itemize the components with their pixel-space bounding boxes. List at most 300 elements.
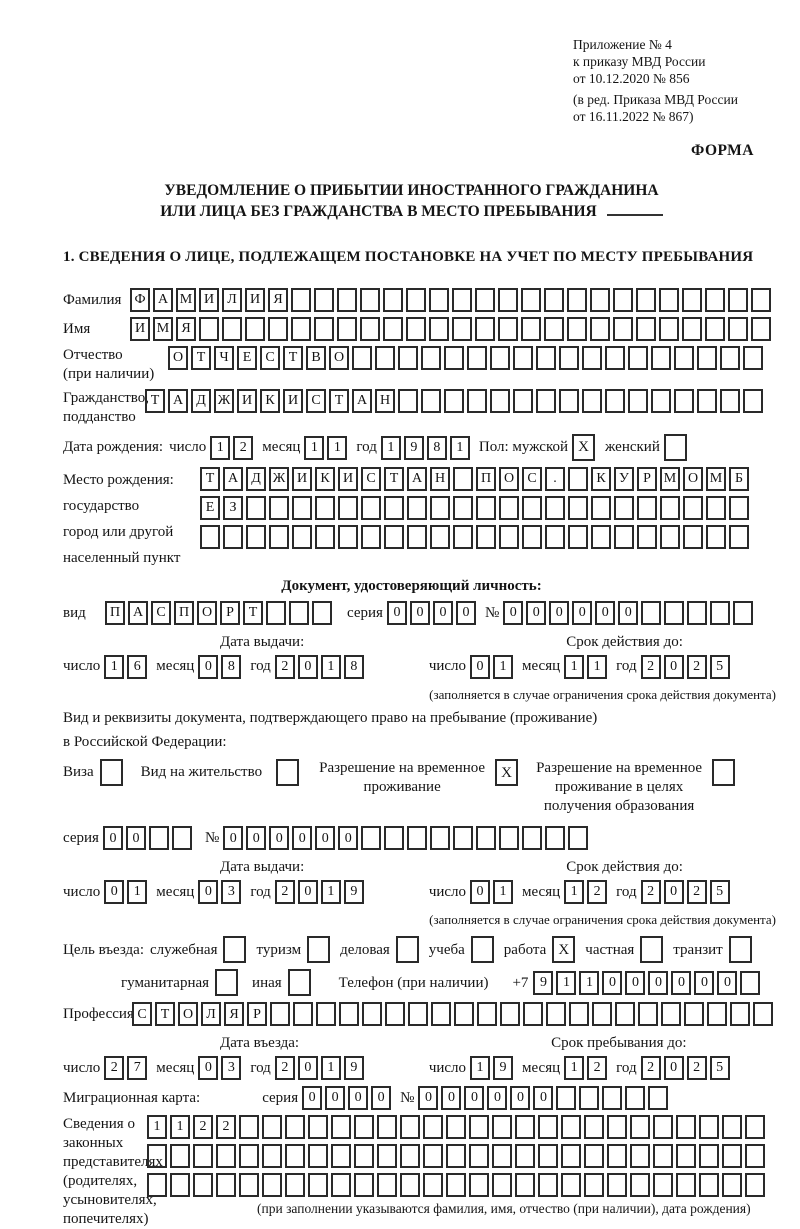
temp-permit-label: Разрешение на временное проживание [319,760,486,796]
char-cell: 0 [298,1056,318,1080]
char-cell: 1 [564,655,584,679]
month-label: месяц [156,658,195,675]
char-cell: 0 [418,1086,438,1110]
char-cell [316,1002,336,1026]
stay-day-cells [470,1056,516,1080]
char-cell [200,525,220,549]
char-cell [707,1002,727,1026]
char-cell [705,288,725,312]
char-cell [147,1144,167,1168]
char-cell: 0 [526,601,546,625]
char-cell: 1 [587,655,607,679]
char-cell [446,1115,466,1139]
char-cell: Ж [269,467,289,491]
char-cell [676,1144,696,1168]
char-cell [569,1002,589,1026]
legal-reps-note: (при заполнении указываются фамилия, имя, отчество (при наличии), дата рождения) [257,1201,751,1217]
char-cell: Т [200,467,220,491]
char-cell [398,346,418,370]
char-cell [398,389,418,413]
issue-year-cells [275,655,367,679]
char-cell [728,317,748,341]
char-cell [446,1144,466,1168]
char-cell [269,525,289,549]
birth-place-row-2 [200,496,752,520]
char-cell: 0 [625,971,645,995]
name-cells [130,317,774,341]
char-cell: Д [191,389,211,413]
char-cell [314,288,334,312]
purpose-humanitarian-label: гуманитарная [121,974,210,991]
char-cell: Т [191,346,211,370]
char-cell: 0 [602,971,622,995]
entry-date-headers [63,1034,790,1053]
char-cell [453,826,473,850]
char-cell: И [199,288,219,312]
char-cell: С [522,467,542,491]
char-cell [423,1173,443,1197]
birth-place-row-1 [200,467,752,491]
char-cell: 9 [404,436,424,460]
day-label: число [428,1059,467,1076]
amendment-line-2: от 16.11.2022 № 867) [573,109,694,124]
char-cell [660,496,680,520]
char-cell [706,525,726,549]
char-cell [331,1173,351,1197]
char-cell: 6 [127,655,147,679]
profession-row [63,1002,790,1026]
char-cell: Ж [214,389,234,413]
char-cell [515,1173,535,1197]
char-cell: 2 [275,880,295,904]
char-cell [607,1173,627,1197]
char-cell [653,1173,673,1197]
phone-prefix: +7 [512,974,529,991]
char-cell [362,1002,382,1026]
issue-date-header: Дата выдачи: [220,859,305,876]
char-cell: 0 [104,880,124,904]
char-cell [561,1144,581,1168]
char-cell [538,1115,558,1139]
char-cell [315,525,335,549]
valid-day-cells [470,655,516,679]
doc-number-label: № [484,604,500,621]
char-cell [375,346,395,370]
birth-date-row [63,434,790,461]
char-cell [361,496,381,520]
char-cell: М [706,467,726,491]
char-cell: 2 [104,1056,124,1080]
char-cell [676,1173,696,1197]
char-cell: О [197,601,217,625]
valid-until-header: Срок действия до: [566,633,683,650]
char-cell: О [499,467,519,491]
char-cell [246,525,266,549]
residence-valid-month-cells [564,880,610,904]
char-cell [522,525,542,549]
char-cell [476,496,496,520]
char-cell [745,1115,765,1139]
char-cell: 2 [587,1056,607,1080]
char-cell [636,288,656,312]
char-cell [605,346,625,370]
char-cell [314,317,334,341]
char-cell [312,601,332,625]
char-cell [682,317,702,341]
char-cell [545,496,565,520]
year-label: год [250,658,271,675]
char-cell: 0 [464,1086,484,1110]
char-cell: 1 [327,436,347,460]
char-cell: Н [375,389,395,413]
char-cell [584,1144,604,1168]
char-cell: 0 [126,826,146,850]
purpose-humanitarian-checkbox [215,969,238,996]
char-cell [360,317,380,341]
day-label: число [428,883,467,900]
month-label: месяц [522,883,561,900]
char-cell [730,1002,750,1026]
purpose-row-2 [63,969,790,996]
sex-female-label: женский [605,439,660,456]
char-cell [430,525,450,549]
char-cell: Т [283,346,303,370]
char-cell [651,346,671,370]
char-cell [743,389,763,413]
char-cell: 2 [193,1115,213,1139]
residence-doc-dates-row [63,880,790,904]
appendix-line-3: от 10.12.2020 № 856 [573,71,690,86]
char-cell [515,1144,535,1168]
char-cell: И [338,467,358,491]
doc-series-cells [387,601,479,625]
visa-checkbox [100,759,123,786]
char-cell [683,496,703,520]
char-cell [216,1144,236,1168]
char-cell: А [223,467,243,491]
char-cell [568,525,588,549]
char-cell [406,317,426,341]
char-cell: 0 [510,1086,530,1110]
appendix-reference [573,36,768,125]
month-label: месяц [262,439,301,456]
stay-month-cells [564,1056,610,1080]
day-label: число [63,658,101,675]
char-cell: 5 [710,880,730,904]
purpose-work-checkbox: X [552,936,575,963]
char-cell [523,1002,543,1026]
residence-valid-day-cells [470,880,516,904]
residence-doc-note-row [63,909,790,928]
char-cell [469,1173,489,1197]
char-cell [637,496,657,520]
char-cell: 9 [344,880,364,904]
char-cell [452,288,472,312]
char-cell: . [545,467,565,491]
identity-doc-note-row [63,684,790,703]
char-cell [590,288,610,312]
char-cell: 2 [641,655,661,679]
char-cell [476,525,496,549]
char-cell [682,288,702,312]
char-cell [659,288,679,312]
edu-permit-checkbox [712,759,735,786]
identity-doc-dates-row [63,655,790,679]
char-cell [499,525,519,549]
char-cell [331,1144,351,1168]
birth-place-row-3 [200,525,752,549]
char-cell [499,496,519,520]
legal-reps-row-1 [147,1115,768,1139]
profession-cells [132,1002,776,1026]
char-cell: 0 [487,1086,507,1110]
sex-female-checkbox [664,434,687,461]
char-cell: Н [430,467,450,491]
char-cell: 0 [595,601,615,625]
char-cell [513,389,533,413]
char-cell [452,317,472,341]
char-cell: 0 [694,971,714,995]
char-cell: И [237,389,257,413]
char-cell: 1 [564,880,584,904]
char-cell [545,826,565,850]
char-cell: К [591,467,611,491]
char-cell [266,601,286,625]
surname-label: Фамилия [63,291,122,308]
char-cell: 9 [493,1056,513,1080]
char-cell [308,1173,328,1197]
char-cell [706,496,726,520]
char-cell: П [174,601,194,625]
char-cell: С [132,1002,152,1026]
legal-reps-label: Сведения о законных представителях (родителях, усыновителях, попечителях) [63,1116,163,1228]
year-label: год [616,658,637,675]
surname-cells [130,288,774,312]
char-cell [591,525,611,549]
char-cell: 1 [210,436,230,460]
char-cell [705,317,725,341]
char-cell [521,317,541,341]
char-cell [339,1002,359,1026]
char-cell [584,1115,604,1139]
char-cell [407,496,427,520]
char-cell: 2 [641,880,661,904]
char-cell: И [130,317,150,341]
purpose-other-checkbox [288,969,311,996]
char-cell: 5 [710,655,730,679]
char-cell [590,317,610,341]
purpose-transit-label: транзит [673,941,723,958]
char-cell [193,1173,213,1197]
month-label: месяц [156,883,195,900]
char-cell: Я [176,317,196,341]
issue-month-cells [198,655,244,679]
char-cell: 1 [321,655,341,679]
char-cell [170,1173,190,1197]
char-cell [469,1115,489,1139]
char-cell [383,288,403,312]
char-cell: 1 [450,436,470,460]
doc-series-label: серия [347,604,383,621]
char-cell: П [105,601,125,625]
char-cell: 0 [441,1086,461,1110]
char-cell: 0 [269,826,289,850]
char-cell: А [407,467,427,491]
char-cell [660,525,680,549]
citizenship-row [63,389,790,427]
char-cell: О [329,346,349,370]
char-cell: 1 [493,880,513,904]
char-cell [289,601,309,625]
citizenship-label: Гражданство, подданство [63,390,150,426]
char-cell [383,317,403,341]
char-cell [239,1115,259,1139]
char-cell: 0 [433,601,453,625]
char-cell [637,525,657,549]
char-cell: 0 [664,1056,684,1080]
identity-doc-kind-row [63,601,790,625]
day-label: число [63,1059,101,1076]
char-cell: Л [201,1002,221,1026]
char-cell: З [223,496,243,520]
char-cell: 3 [221,880,241,904]
residence-doc-date-headers [63,858,790,877]
purpose-official-label: служебная [149,941,218,958]
char-cell [292,525,312,549]
char-cell [400,1173,420,1197]
char-cell [149,826,169,850]
char-cell [559,346,579,370]
appendix-line-2: к приказу МВД России [573,54,706,69]
char-cell [492,1144,512,1168]
purpose-row-1 [63,936,790,963]
char-cell [722,1115,742,1139]
month-label: месяц [522,1059,561,1076]
char-cell: И [245,288,265,312]
char-cell [568,826,588,850]
char-cell [613,317,633,341]
residence-issue-month-cells [198,880,244,904]
birth-place-cells [200,467,752,549]
char-cell [659,317,679,341]
char-cell [545,525,565,549]
year-label: год [616,883,637,900]
char-cell: Я [224,1002,244,1026]
char-cell [751,288,771,312]
char-cell: 8 [344,655,364,679]
char-cell [475,317,495,341]
char-cell [453,467,473,491]
char-cell: 0 [572,601,592,625]
mc-number-cells [418,1086,671,1110]
char-cell [630,1173,650,1197]
purpose-study-checkbox [471,936,494,963]
char-cell [245,317,265,341]
char-cell [262,1173,282,1197]
char-cell: А [168,389,188,413]
char-cell: 2 [233,436,253,460]
phone-cells [533,971,763,995]
char-cell: С [151,601,171,625]
valid-year-cells [641,655,733,679]
char-cell: О [178,1002,198,1026]
purpose-business-checkbox [396,936,419,963]
char-cell [408,1002,428,1026]
char-cell: 0 [717,971,737,995]
char-cell: К [260,389,280,413]
char-cell [469,1144,489,1168]
profession-label: Профессия [63,1006,134,1022]
char-cell: 1 [170,1115,190,1139]
char-cell [467,389,487,413]
form-title-line-2: ИЛИ ЛИЦА БЕЗ ГРАЖДАНСТВА В МЕСТО ПРЕБЫВАНИЯ [63,201,760,222]
char-cell [407,826,427,850]
purpose-official-checkbox [223,936,246,963]
char-cell: Е [200,496,220,520]
char-cell: 0 [387,601,407,625]
char-cell: 0 [198,1056,218,1080]
validity-note: (заполняется в случае ограничения срока действия документа) [429,912,776,928]
char-cell [683,525,703,549]
char-cell [567,317,587,341]
char-cell: А [128,601,148,625]
legal-reps-cells [147,1115,768,1218]
char-cell [492,1115,512,1139]
char-cell [421,389,441,413]
sex-male-label: Пол: мужской [478,439,569,456]
char-cell: 0 [292,826,312,850]
char-cell [729,525,749,549]
residence-issue-year-cells [275,880,367,904]
char-cell: 0 [470,880,490,904]
char-cell [568,467,588,491]
char-cell [222,317,242,341]
char-cell [733,601,753,625]
year-label: год [250,883,271,900]
char-cell [477,1002,497,1026]
char-cell [591,496,611,520]
day-label: число [428,658,467,675]
birth-date-label: Дата рождения: [63,439,164,456]
char-cell [193,1144,213,1168]
validity-note: (заполняется в случае ограничения срока действия документа) [429,686,776,702]
char-cell [729,496,749,520]
char-cell: 2 [687,1056,707,1080]
char-cell: 0 [664,655,684,679]
char-cell [291,317,311,341]
char-cell: Р [220,601,240,625]
char-cell [697,346,717,370]
char-cell [400,1115,420,1139]
char-cell [641,601,661,625]
doc-number-cells [503,601,756,625]
char-cell: 1 [304,436,324,460]
char-cell [722,1173,742,1197]
char-cell [269,496,289,520]
char-cell [602,1086,622,1110]
char-cell [684,1002,704,1026]
char-cell [361,525,381,549]
char-cell: 1 [104,655,124,679]
char-cell [444,346,464,370]
form-title [63,180,760,222]
purpose-tourism-label: туризм [256,941,302,958]
month-label: месяц [156,1059,195,1076]
year-label: год [250,1059,271,1076]
residence-doc-intro-1: Вид и реквизиты документа, подтверждающего право на пребывание (проживание) [63,709,598,726]
char-cell [720,346,740,370]
char-cell [407,525,427,549]
